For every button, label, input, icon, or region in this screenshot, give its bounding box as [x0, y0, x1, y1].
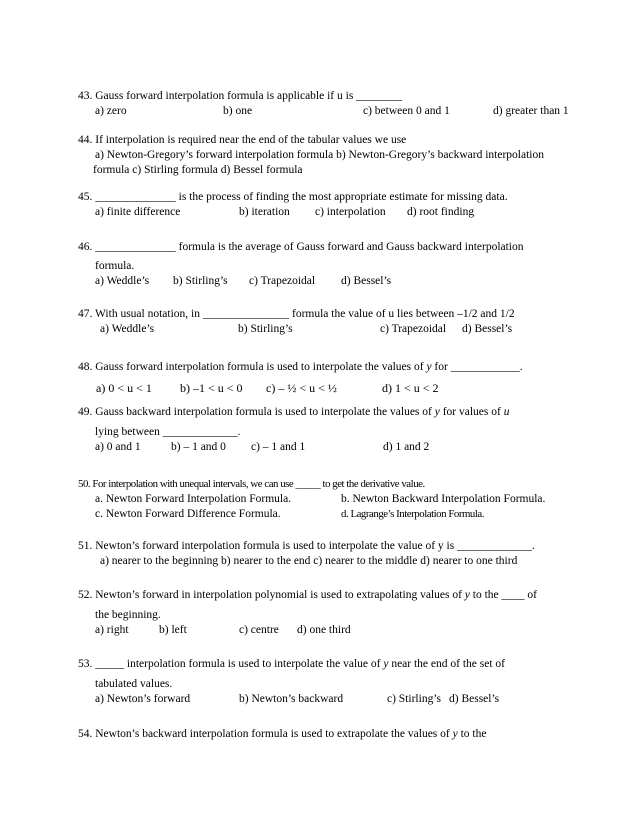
- question-stem: 51. Newton’s forward interpolation formula is used to interpolate the value of y is _____________.: [78, 540, 535, 552]
- stem-variable: y: [464, 589, 470, 601]
- question-line: a) nearer to the beginning b) nearer to the end c) nearer to the middle d) nearer to one third: [100, 555, 518, 567]
- option-a: a) Newton’s forward: [95, 693, 191, 705]
- option-b: b) left: [159, 624, 187, 636]
- question-54: [78, 727, 610, 742]
- question-52: [78, 588, 610, 638]
- options-row: [78, 205, 610, 220]
- stem-text: near the end of the set of: [388, 658, 505, 670]
- option-c: c) – ½ < u < ½: [266, 381, 337, 395]
- stem-text: for values of: [439, 406, 504, 418]
- question-53: [78, 657, 610, 707]
- option-a: a) right: [95, 624, 129, 636]
- options-row: [78, 440, 610, 455]
- option-c: c) Trapezoidal: [249, 275, 316, 287]
- question-49: [78, 405, 610, 455]
- stem-text: for ____________.: [431, 361, 523, 373]
- question-stem: [78, 405, 610, 420]
- options-row: [78, 104, 610, 119]
- options-row: [78, 623, 610, 638]
- option-b: b) –1 < u < 0: [180, 381, 243, 395]
- question-stem: 45. ______________ is the process of finding the most appropriate estimate for missing data.: [78, 191, 508, 203]
- option-c: c) – 1 and 1: [251, 441, 306, 453]
- stem-variable: y: [434, 406, 440, 418]
- question-line: the beginning.: [95, 609, 161, 621]
- option-d: d) 1 < u < 2: [382, 381, 439, 395]
- option-c: c) centre: [239, 624, 279, 636]
- option-c: c) interpolation: [315, 206, 386, 218]
- option-d: d) Bessel’s: [449, 693, 500, 705]
- option-a: a. Newton Forward Interpolation Formula.: [95, 493, 292, 505]
- question-stem: 47. With usual notation, in _______________ formula the value of u lies between –1/2 and 1/2: [78, 308, 515, 320]
- stem-variable: y: [383, 658, 389, 670]
- option-d: d. Lagrange’s Interpolation Formula.: [341, 508, 485, 520]
- question-44: [78, 133, 610, 178]
- question-47: [78, 307, 610, 337]
- stem-variable: y: [452, 728, 458, 740]
- stem-variable: u: [503, 406, 510, 418]
- option-d: d) greater than 1: [493, 105, 569, 117]
- stem-text: to the: [457, 728, 487, 740]
- option-a: a) 0 < u < 1: [96, 381, 152, 395]
- option-d: d) root finding: [407, 206, 475, 218]
- question-stem: 46. ______________ formula is the average of Gauss forward and Gauss backward interpolation: [78, 241, 524, 253]
- question-43: [78, 89, 610, 119]
- question-stem: 44. If interpolation is required near the end of the tabular values we use: [78, 134, 407, 146]
- question-51: [78, 539, 610, 569]
- option-c: c. Newton Forward Difference Formula.: [95, 508, 281, 520]
- option-b: b) Stirling’s: [173, 275, 228, 287]
- question-46: [78, 240, 610, 289]
- option-d: d) one third: [297, 624, 351, 636]
- option-a: a) Weddle’s: [95, 275, 150, 287]
- option-a: a) Weddle’s: [100, 323, 155, 335]
- question-line: formula c) Stirling formula d) Bessel formula: [93, 164, 303, 176]
- question-stem: [78, 657, 610, 672]
- options-row: [78, 274, 610, 289]
- question-50: [78, 477, 610, 522]
- question-stem: [78, 588, 610, 603]
- options-row: [78, 692, 610, 707]
- option-a: a) finite difference: [95, 206, 181, 218]
- question-45: [78, 190, 610, 220]
- question-line: formula.: [95, 260, 135, 272]
- question-stem: [78, 727, 610, 742]
- option-a: a) zero: [95, 105, 127, 117]
- question-48: [78, 360, 610, 396]
- stem-text: to the ____ of: [469, 589, 537, 601]
- stem-text: 54. Newton’s backward interpolation formula is used to extrapolate the values of: [78, 728, 453, 740]
- stem-text: 49. Gauss backward interpolation formula is used to interpolate the values of: [78, 406, 435, 418]
- question-stem: [78, 360, 610, 375]
- option-b: b) Stirling’s: [238, 323, 293, 335]
- stem-text: 48. Gauss forward interpolation formula is used to interpolate the values of: [78, 361, 427, 373]
- option-d: d) Bessel’s: [341, 275, 392, 287]
- option-c: c) between 0 and 1: [363, 105, 450, 117]
- options-row: [78, 322, 610, 337]
- option-c: c) Stirling’s: [387, 693, 441, 705]
- option-b: b. Newton Backward Interpolation Formula.: [341, 493, 546, 505]
- question-line: lying between _____________.: [95, 426, 241, 438]
- stem-text: 52. Newton’s forward in interpolation polynomial is used to extrapolating values of: [78, 589, 465, 601]
- question-line: a) Newton-Gregory’s forward interpolation formula b) Newton-Gregory’s backward interpolation: [95, 149, 544, 161]
- option-a: a) 0 and 1: [95, 441, 141, 453]
- question-line: tabulated values.: [95, 678, 173, 690]
- option-b: b) one: [223, 105, 253, 117]
- option-b: b) Newton’s backward: [239, 693, 344, 705]
- option-d: d) Bessel’s: [462, 323, 513, 335]
- option-d: d) 1 and 2: [383, 441, 430, 453]
- question-stem: 43. Gauss forward interpolation formula is applicable if u is ________: [78, 90, 403, 102]
- question-stem: 50. For interpolation with unequal intervals, we can use _____ to get the derivative value.: [78, 478, 425, 490]
- options-row: [78, 381, 610, 396]
- stem-variable: y: [426, 361, 432, 373]
- options-row: [78, 507, 610, 522]
- option-c: c) Trapezoidal: [380, 323, 447, 335]
- options-row: [78, 492, 610, 507]
- option-b: b) iteration: [239, 206, 290, 218]
- stem-text: 53. _____ interpolation formula is used to interpolate the value of: [78, 658, 384, 670]
- option-b: b) – 1 and 0: [171, 441, 226, 453]
